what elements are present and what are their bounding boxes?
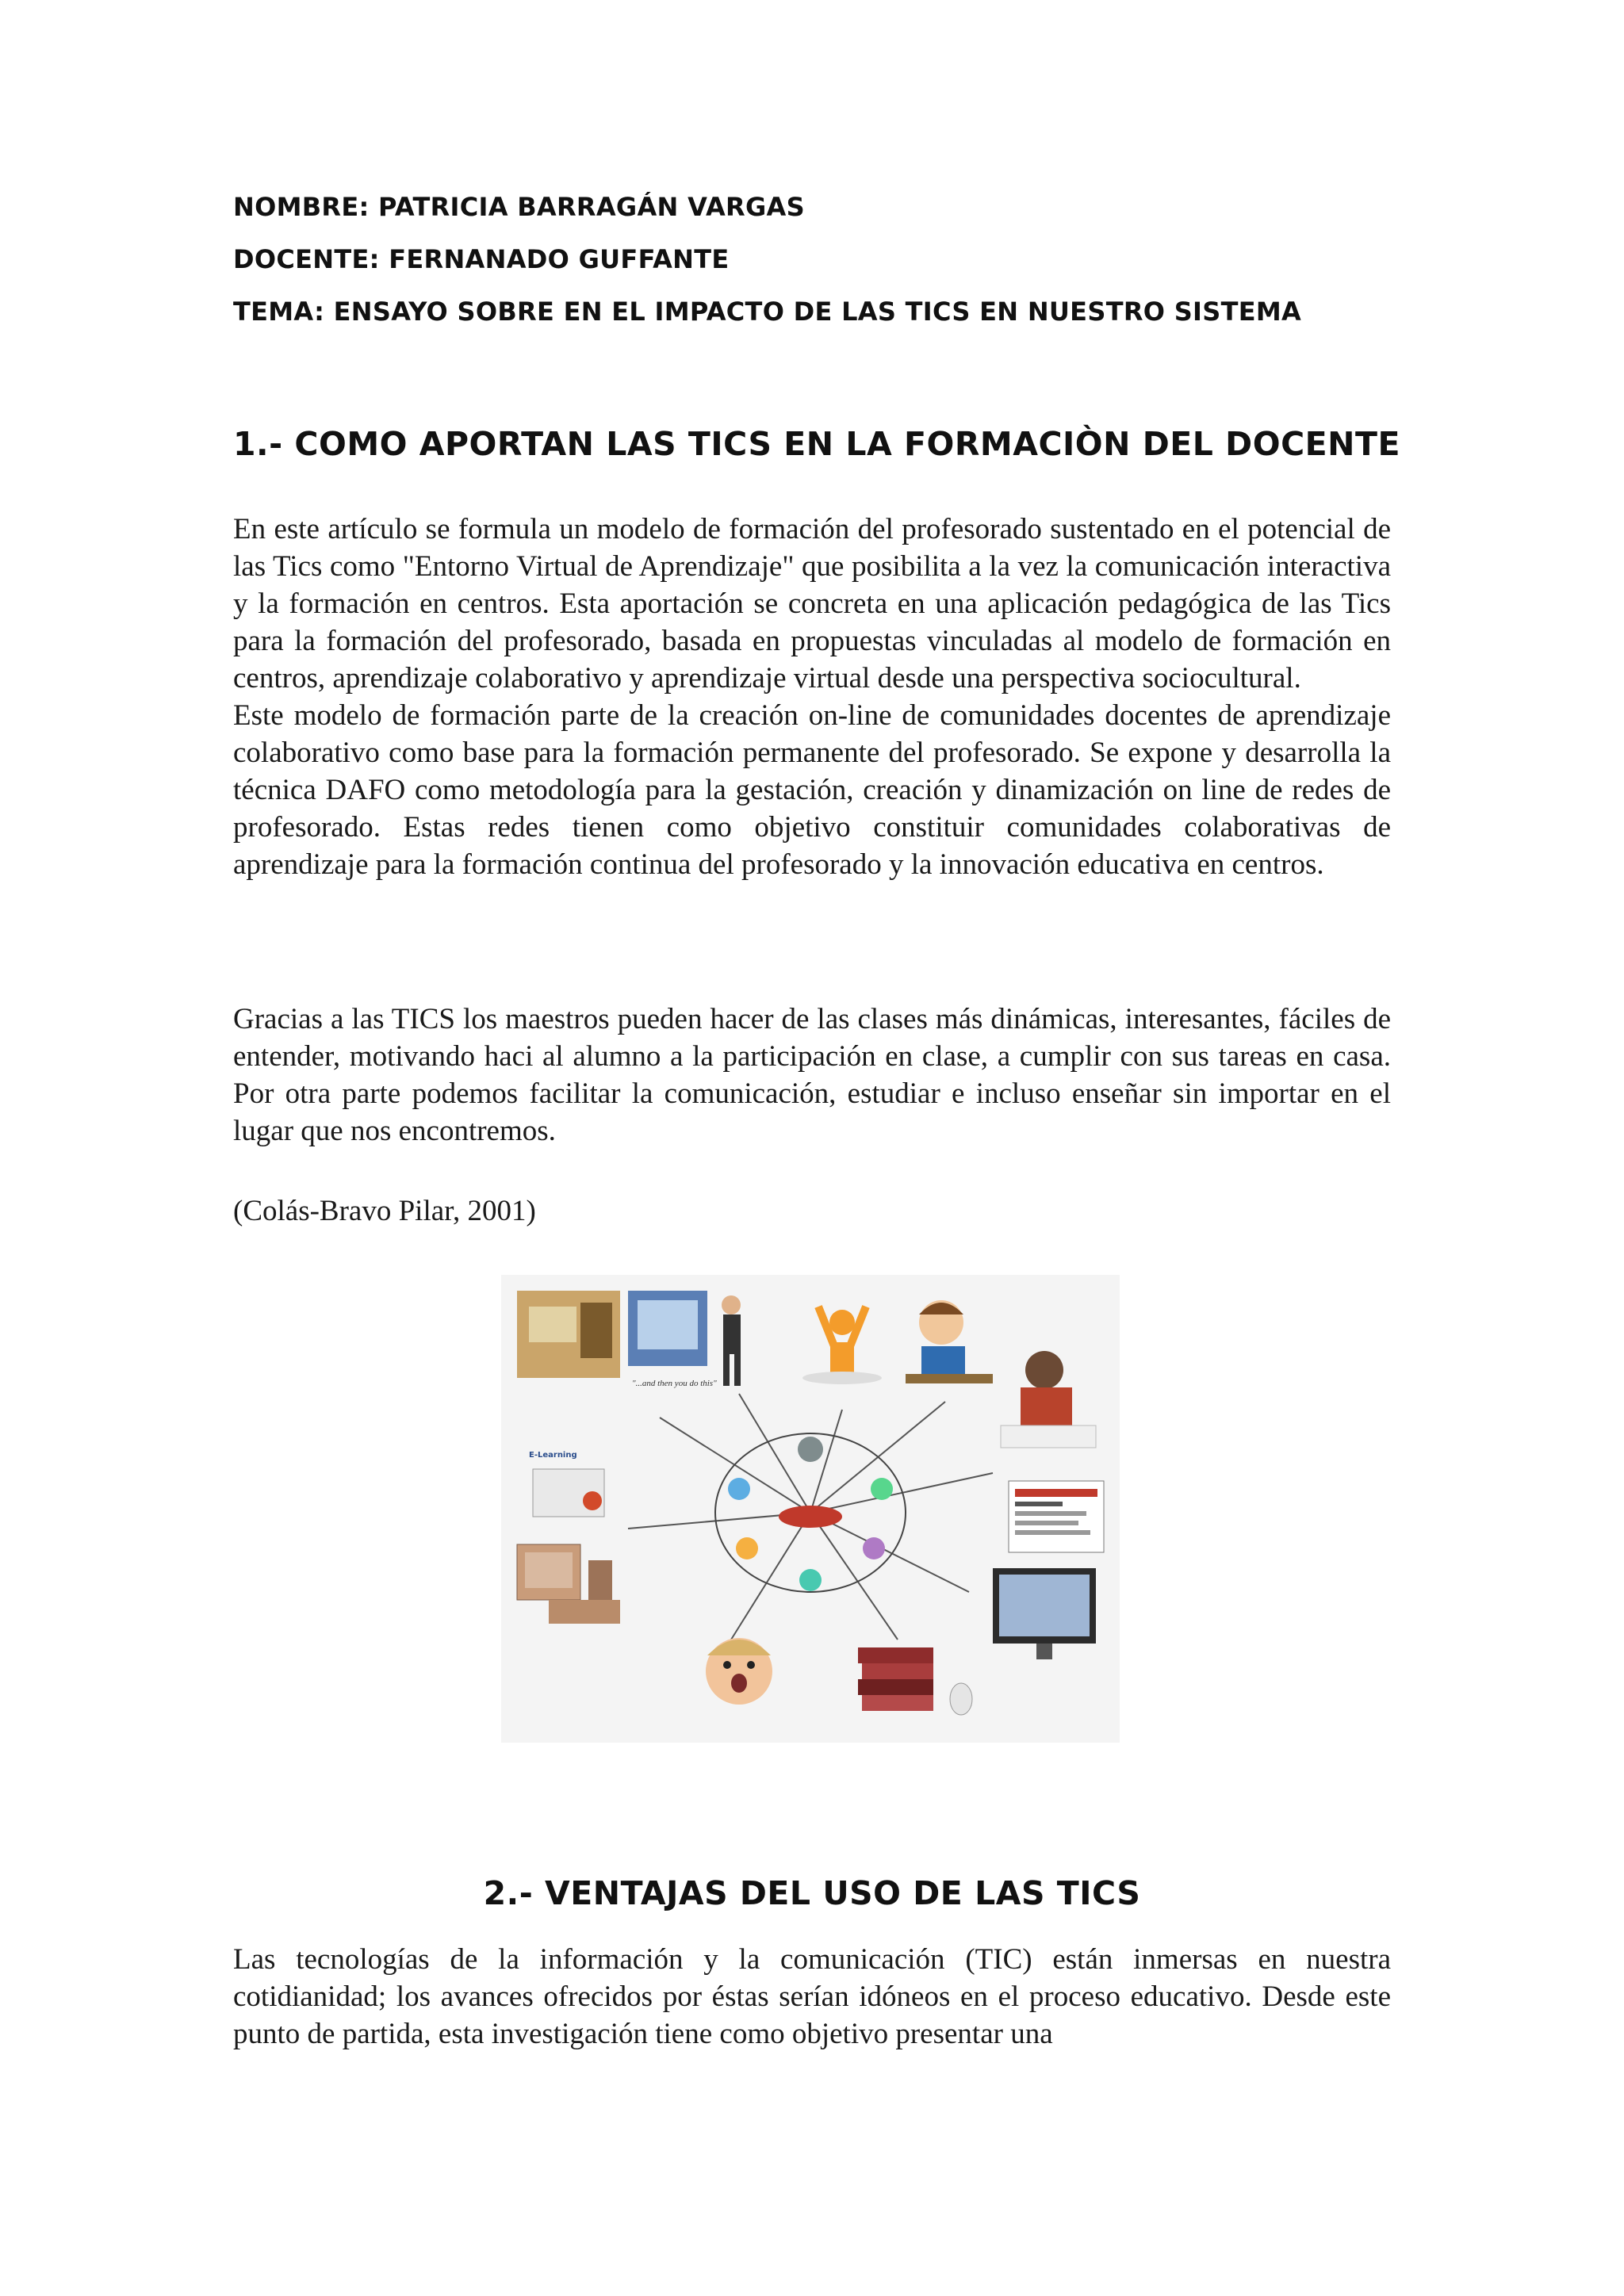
- paragraph-text: Este modelo de formación parte de la creación on-line de comunidades docentes de aprendizaje colaborativo como base para la formación permanente del profesorado. Se expone y desarrolla la técnica DAFO como metodología para la gestación, creación y dinamización on line de redes de profesorado. Estas redes tienen como objetivo constituir comunidades colaborativas de aprendizaje para la formación continua del profesorado y la innovación educativa en centros.: [233, 699, 1391, 881]
- paragraph-text: En este artículo se formula un modelo de formación del profesorado sustentado en el potencial de las Tics como "Entorno Virtual de Aprendizaje" que posibilita a la vez la comunicación interactiva y la formación en centros. Esta aportación se concreta en una aplicación pedagógica de las Tics para la formación del profesorado, basada en propuestas vinculadas al modelo de formación en centros, aprendizaje colaborativo y aprendizaje virtual desde una perspectiva sociocultural.: [233, 513, 1391, 695]
- tics-network-illustration: [501, 1275, 1120, 1743]
- elearning-label: E-Learning: [529, 1451, 577, 1460]
- classroom-icon: [517, 1291, 620, 1378]
- teacher-name: DOCENTE: FERNANADO GUFFANTE: [233, 244, 730, 274]
- document-header: [233, 181, 1399, 338]
- section-1-heading: 1.- COMO APORTAN LAS TICS EN LA FORMACIÒN DEL DOCENTE: [233, 425, 1400, 463]
- citation-text: (Colás-Bravo Pilar, 2001): [233, 1195, 536, 1227]
- section-2-heading: 2.- VENTAJAS DEL USO DE LAS TICS: [483, 1874, 1141, 1912]
- student-name: NOMBRE: PATRICIA BARRAGÁN VARGAS: [233, 192, 805, 222]
- paragraph-text: Gracias a las TICS los maestros pueden hacer de las clases más dinámicas, interesantes, fáciles de entender, motivando haci al alumno a la participación en clase, a cumplir con sus tareas en casa. Por otra parte podemos facilitar la comunicación, estudiar e incluso enseñar sin importar en el lugar que nos encontremos.: [233, 1003, 1391, 1147]
- essay-topic: TEMA: ENSAYO SOBRE EN EL IMPACTO DE LAS TICS EN NUESTRO SISTEMA: [233, 297, 1302, 327]
- surprised-man-icon: [706, 1638, 772, 1705]
- section-1-paragraph-1: [233, 511, 1391, 883]
- section-2-paragraph-1: [233, 1941, 1391, 2053]
- website-screenshot-icon: [1009, 1481, 1104, 1552]
- citation: [233, 1192, 1391, 1230]
- figure-caption: "...and then you do this": [632, 1379, 717, 1388]
- section-1-paragraph-2: [233, 1001, 1391, 1150]
- paragraph-text: Las tecnologías de la información y la comunicación (TIC) están inmersas en nuestra cotidianidad; los avances ofrecidos por éstas serían idóneos en el proceso educativo. Desde este punto de partida, esta investigación tiene como objetivo presentar una: [233, 1943, 1391, 2050]
